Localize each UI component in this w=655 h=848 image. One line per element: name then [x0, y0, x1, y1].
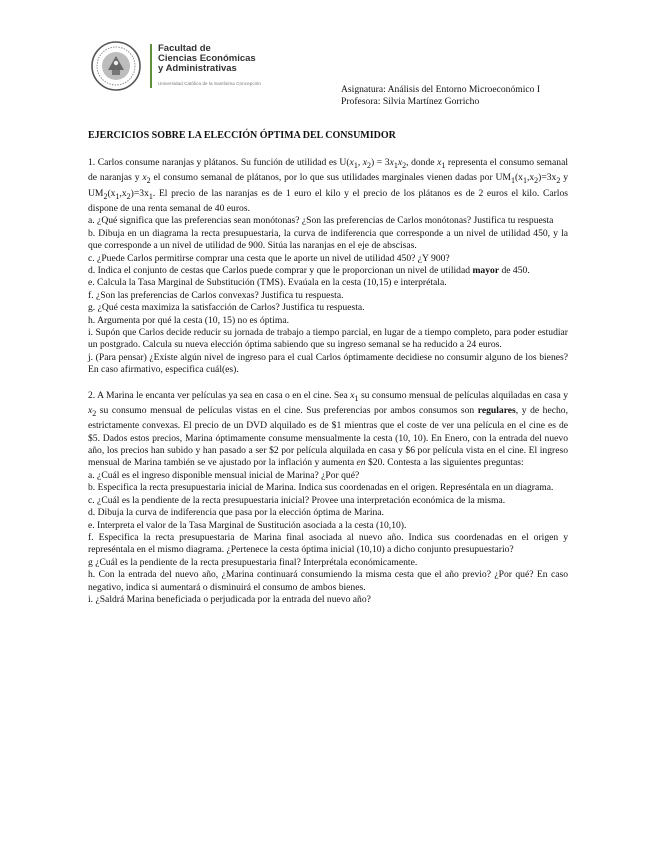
question-2h: h. Con la entrada del nuevo año, ¿Marina continuará consumiendo la misma cesta que el año previo? ¿Por qué? En caso negativo, indica si aumentará o disminuirá el consumo de ambos bienes. — [88, 569, 568, 593]
subscript: 1 — [393, 160, 398, 170]
exercises-body — [88, 157, 568, 606]
question-2g: g ¿Cuál es la pendiente de la recta presupuestaria final? Interprétala económicamente. — [88, 556, 418, 568]
course-info — [341, 84, 540, 108]
text-run: d. Indica el conjunto de cestas que Carlos puede comprar y que le proporcionan un nivel de utilidad — [88, 264, 473, 276]
text-run: , y de hecho, estrictamente convexas. El precio de un DVD alquilado es de $1 mientras que el coste de ver una película en el cine es de $5. Dados estos precios, Marina óptimamente consume mensualmente la cesta (10, 10). En Enero, con la entrada del nuevo año, los precios han subido y han pasado a ser $2 por película alquilada en casa y $6 por película vista en el cine. El ingreso mensual de Marina también se ve ajustado por la inflación y aumenta — [88, 404, 568, 469]
text-run: ,x — [119, 187, 127, 199]
var-x: x — [437, 157, 442, 168]
var-x: x — [397, 157, 403, 168]
var-x: x — [142, 172, 147, 184]
question-2e: e. Interpreta el valor de la Tasa Marginal de Sustitución asociada a la cesta (10,10). — [88, 519, 407, 531]
logo-line-2: Ciencias Económicas — [158, 53, 256, 64]
text-run: el consumo semanal de plátanos, por lo que sus utilidades marginales vienen dadas por UM — [150, 172, 511, 184]
subscript: 1 — [441, 160, 446, 170]
italic-text: en — [356, 457, 366, 469]
text-run: , — [357, 157, 363, 168]
subscript: 1 — [115, 191, 120, 201]
subscript: 2 — [534, 176, 539, 186]
subscript: 1 — [148, 191, 153, 201]
section-gap — [88, 377, 568, 390]
text-run: $20. Contesta a las siguientes preguntas: — [365, 457, 524, 469]
subscript: 1 — [510, 176, 515, 186]
exercise-2-statement — [88, 390, 568, 470]
question-2a: a. ¿Cuál es el ingreso disponible mensual inicial de Marina? ¿Por qué? — [88, 469, 360, 481]
var-x: x — [362, 157, 368, 168]
question-1a: a. ¿Qué significa que las preferencias sean monótonas? ¿Son las preferencias de Carlos monótonas? Justifica tu respuesta — [88, 215, 554, 227]
var-x: x — [389, 157, 394, 168]
text-run: . El precio de las naranjas es de 1 euro el kilo y el precio de los plátanos es de 2 euros el kilo. Carlos dispone de una renta semanal de 40 euros. — [88, 187, 568, 214]
question-2d: d. Dibuja la curva de indiferencia que pasa por la elección óptima de Marina. — [88, 507, 384, 519]
subscript: 1 — [353, 160, 358, 170]
text-run: y UM — [88, 172, 568, 199]
subscript: 2 — [146, 176, 151, 186]
var-x: x — [88, 404, 93, 416]
text-run: de 450. — [499, 264, 530, 276]
subscript: 2 — [402, 160, 407, 170]
subscript: 1 — [354, 393, 359, 403]
question-2b: b. Especifica la recta presupuestaria inicial de Marina. Indica sus coordenadas en el origen. Represéntala en un diagrama. — [88, 482, 554, 494]
bold-text: regulares — [477, 404, 516, 416]
logo-divider — [150, 44, 152, 88]
logo-line-3: y Administrativas — [158, 63, 237, 74]
text-run: representa el consumo semanal de naranjas y — [88, 157, 568, 184]
subscript: 2 — [92, 408, 97, 418]
subscript: 1 — [522, 176, 527, 186]
var-x: x — [349, 157, 354, 168]
professor-line: Profesora: Silvia Martínez Gorricho — [341, 96, 480, 107]
question-2f: f. Especifica la recta presupuestaria de Marina final asociada al nuevo año. Indica sus coordenadas en el origen y represéntala en el mismo diagrama. ¿Pertenece la cesta óptima inicial (10,10) a dicho conjunto presupuestario? — [88, 531, 568, 556]
exercise-1-statement — [88, 157, 568, 215]
text-run: , donde — [406, 157, 438, 168]
question-1g: g. ¿Qué cesta maximiza la satisfacción de Carlos? Justifica tu respuesta. — [88, 302, 365, 314]
university-seal-icon — [90, 40, 142, 92]
text-run: 1. Carlos consume naranjas y plátanos. Su función de utilidad es U( — [88, 157, 350, 168]
page-title: EJERCICIOS SOBRE LA ELECCIÓN ÓPTIMA DEL CONSUMIDOR — [88, 130, 396, 141]
subscript: 2 — [367, 160, 372, 170]
subscript: 2 — [126, 191, 131, 201]
question-1i: i. Supón que Carlos decide reducir su jornada de trabajo a tiempo parcial, en lugar de a tiempo completo, para poder estudiar un postgrado. Calcula su nueva elección óptima sabiendo que su ingreso semanal se ha reducido a 24 euros. — [88, 327, 568, 351]
subject-line: Asignatura: Análisis del Entorno Microeconómico I — [341, 84, 541, 95]
text-run: (x — [107, 187, 116, 199]
question-1b: b. Dibuja en un diagrama la recta presupuestaria, la curva de indiferencia que corresponde a un nivel de utilidad 450, y la que corresponde a un nivel de utilidad de 900. Sitúa las naranjas en el eje de abscisas. — [88, 227, 568, 252]
var-x: x — [350, 389, 355, 401]
subscript: 2 — [103, 191, 108, 201]
text-run: 2. A Marina le encanta ver películas ya sea en casa o en el cine. Sea — [88, 389, 351, 401]
question-1j: j. (Para pensar) ¿Existe algún nivel de ingreso para el cual Carlos óptimamente decidiese no consumir alguno de los bienes? En caso afirmativo, especifica cuál(es). — [88, 351, 568, 376]
question-1d — [88, 265, 568, 277]
bold-text: mayor — [472, 264, 500, 276]
university-name: Universidad Católica de la Santísima Concepción — [158, 81, 261, 86]
text-run: ) = 3 — [371, 157, 390, 168]
question-2i: i. ¿Saldrá Marina beneficiada o perjudicada por la entrada del nuevo año? — [88, 593, 371, 605]
subscript: 2 — [556, 176, 561, 186]
text-run: su consumo mensual de películas alquiladas en casa y — [358, 389, 568, 401]
text-run: ,x — [526, 172, 535, 184]
text-run: )=3x — [130, 187, 149, 199]
question-1h: h. Argumenta por qué la cesta (10, 15) no es óptima. — [88, 314, 289, 326]
question-1f: f. ¿Son las preferencias de Carlos convexas? Justifica tu respuesta. — [88, 289, 344, 301]
faculty-name — [158, 44, 256, 74]
question-1c: c. ¿Puede Carlos permitirse comprar una cesta que le aporte un nivel de utilidad 450? ¿Y 900? — [88, 252, 450, 264]
text-run: su consumo mensual de películas vistas en el cine. Sus preferencias por ambos consumos son — [96, 404, 478, 416]
faculty-logo — [90, 40, 360, 92]
text-run: )=3x — [538, 172, 557, 184]
logo-line-1: Facultad de — [158, 43, 211, 54]
question-2c: c. ¿Cuál es la pendiente de la recta presupuestaria inicial? Provee una interpretación económica de la misma. — [88, 494, 506, 506]
question-1e: e. Calcula la Tasa Marginal de Substitución (TMS). Evaúala en la cesta (10,15) e interprétala. — [88, 277, 447, 289]
text-run: (x — [514, 172, 523, 184]
